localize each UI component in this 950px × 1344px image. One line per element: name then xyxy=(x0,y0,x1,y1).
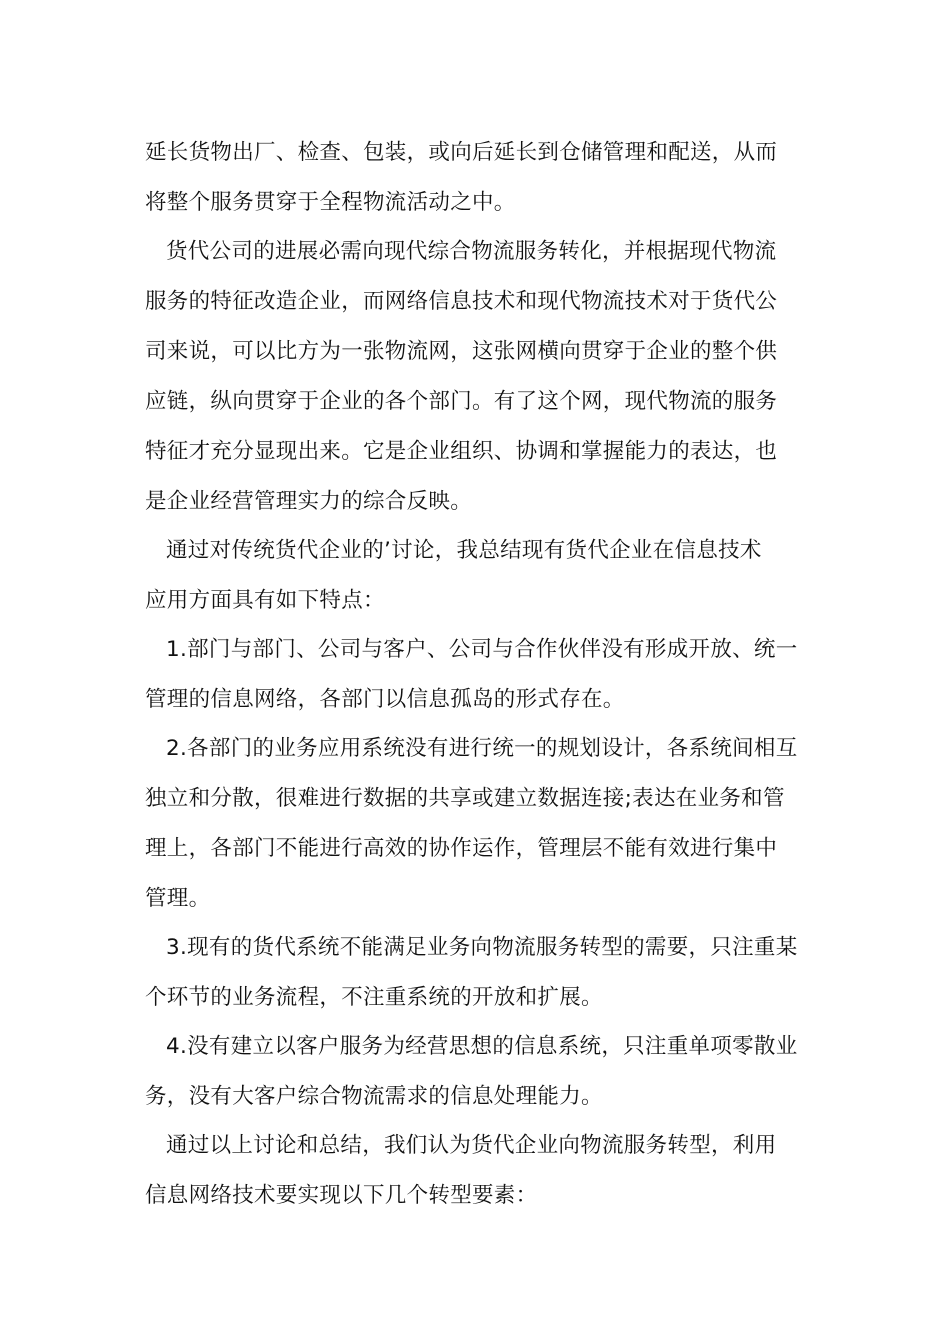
text-line: 服务的特征改造企业，而网络信息技术和现代物流技术对于货代公 xyxy=(145,289,778,314)
list-item-4-line: 4.没有建立以客户服务为经营思想的信息系统，只注重单项零散业 xyxy=(166,1034,798,1059)
text-line: 应用方面具有如下特点： xyxy=(145,588,385,613)
text-line: 将整个服务贯穿于全程物流活动之中。 xyxy=(145,190,516,215)
text-line: 司来说，可以比方为一张物流网，这张网横向贯穿于企业的整个供 xyxy=(145,339,778,364)
text-line: 延长货物出厂、检查、包装，或向后延长到仓储管理和配送，从而 xyxy=(145,140,778,165)
text-line: 是企业经营管理实力的综合反映。 xyxy=(145,489,473,514)
text-line: 务，没有大客户综合物流需求的信息处理能力。 xyxy=(145,1084,603,1109)
text-line: 管理的信息网络，各部门以信息孤岛的形式存在。 xyxy=(145,687,625,712)
paragraph-start-line: 货代公司的进展必需向现代综合物流服务转化，并根据现代物流 xyxy=(166,239,777,264)
list-item-3-line: 3.现有的货代系统不能满足业务向物流服务转型的需要，只注重某 xyxy=(166,935,798,960)
text-line: 个环节的业务流程，不注重系统的开放和扩展。 xyxy=(145,985,603,1010)
paragraph-start-line: 通过以上讨论和总结，我们认为货代企业向物流服务转型，利用 xyxy=(166,1133,777,1158)
list-item-1-line: 1.部门与部门、公司与客户、公司与合作伙伴没有形成开放、统一 xyxy=(166,637,798,662)
list-item-2-line: 2.各部门的业务应用系统没有进行统一的规划设计，各系统间相互 xyxy=(166,736,798,761)
text-line: 管理。 xyxy=(145,886,211,911)
text-line: 信息网络技术要实现以下几个转型要素： xyxy=(145,1183,538,1208)
text-line: 特征才充分显现出来。它是企业组织、协调和掌握能力的表达，也 xyxy=(145,439,778,464)
text-line: 理上，各部门不能进行高效的协作运作，管理层不能有效进行集中 xyxy=(145,836,778,861)
paragraph-start-line: 通过对传统货代企业的’讨论，我总结现有货代企业在信息技术 xyxy=(166,538,762,563)
text-line: 应链，纵向贯穿于企业的各个部门。有了这个网，现代物流的服务 xyxy=(145,389,778,414)
text-line: 独立和分散，很难进行数据的共享或建立数据连接;表达在业务和管 xyxy=(145,786,785,811)
